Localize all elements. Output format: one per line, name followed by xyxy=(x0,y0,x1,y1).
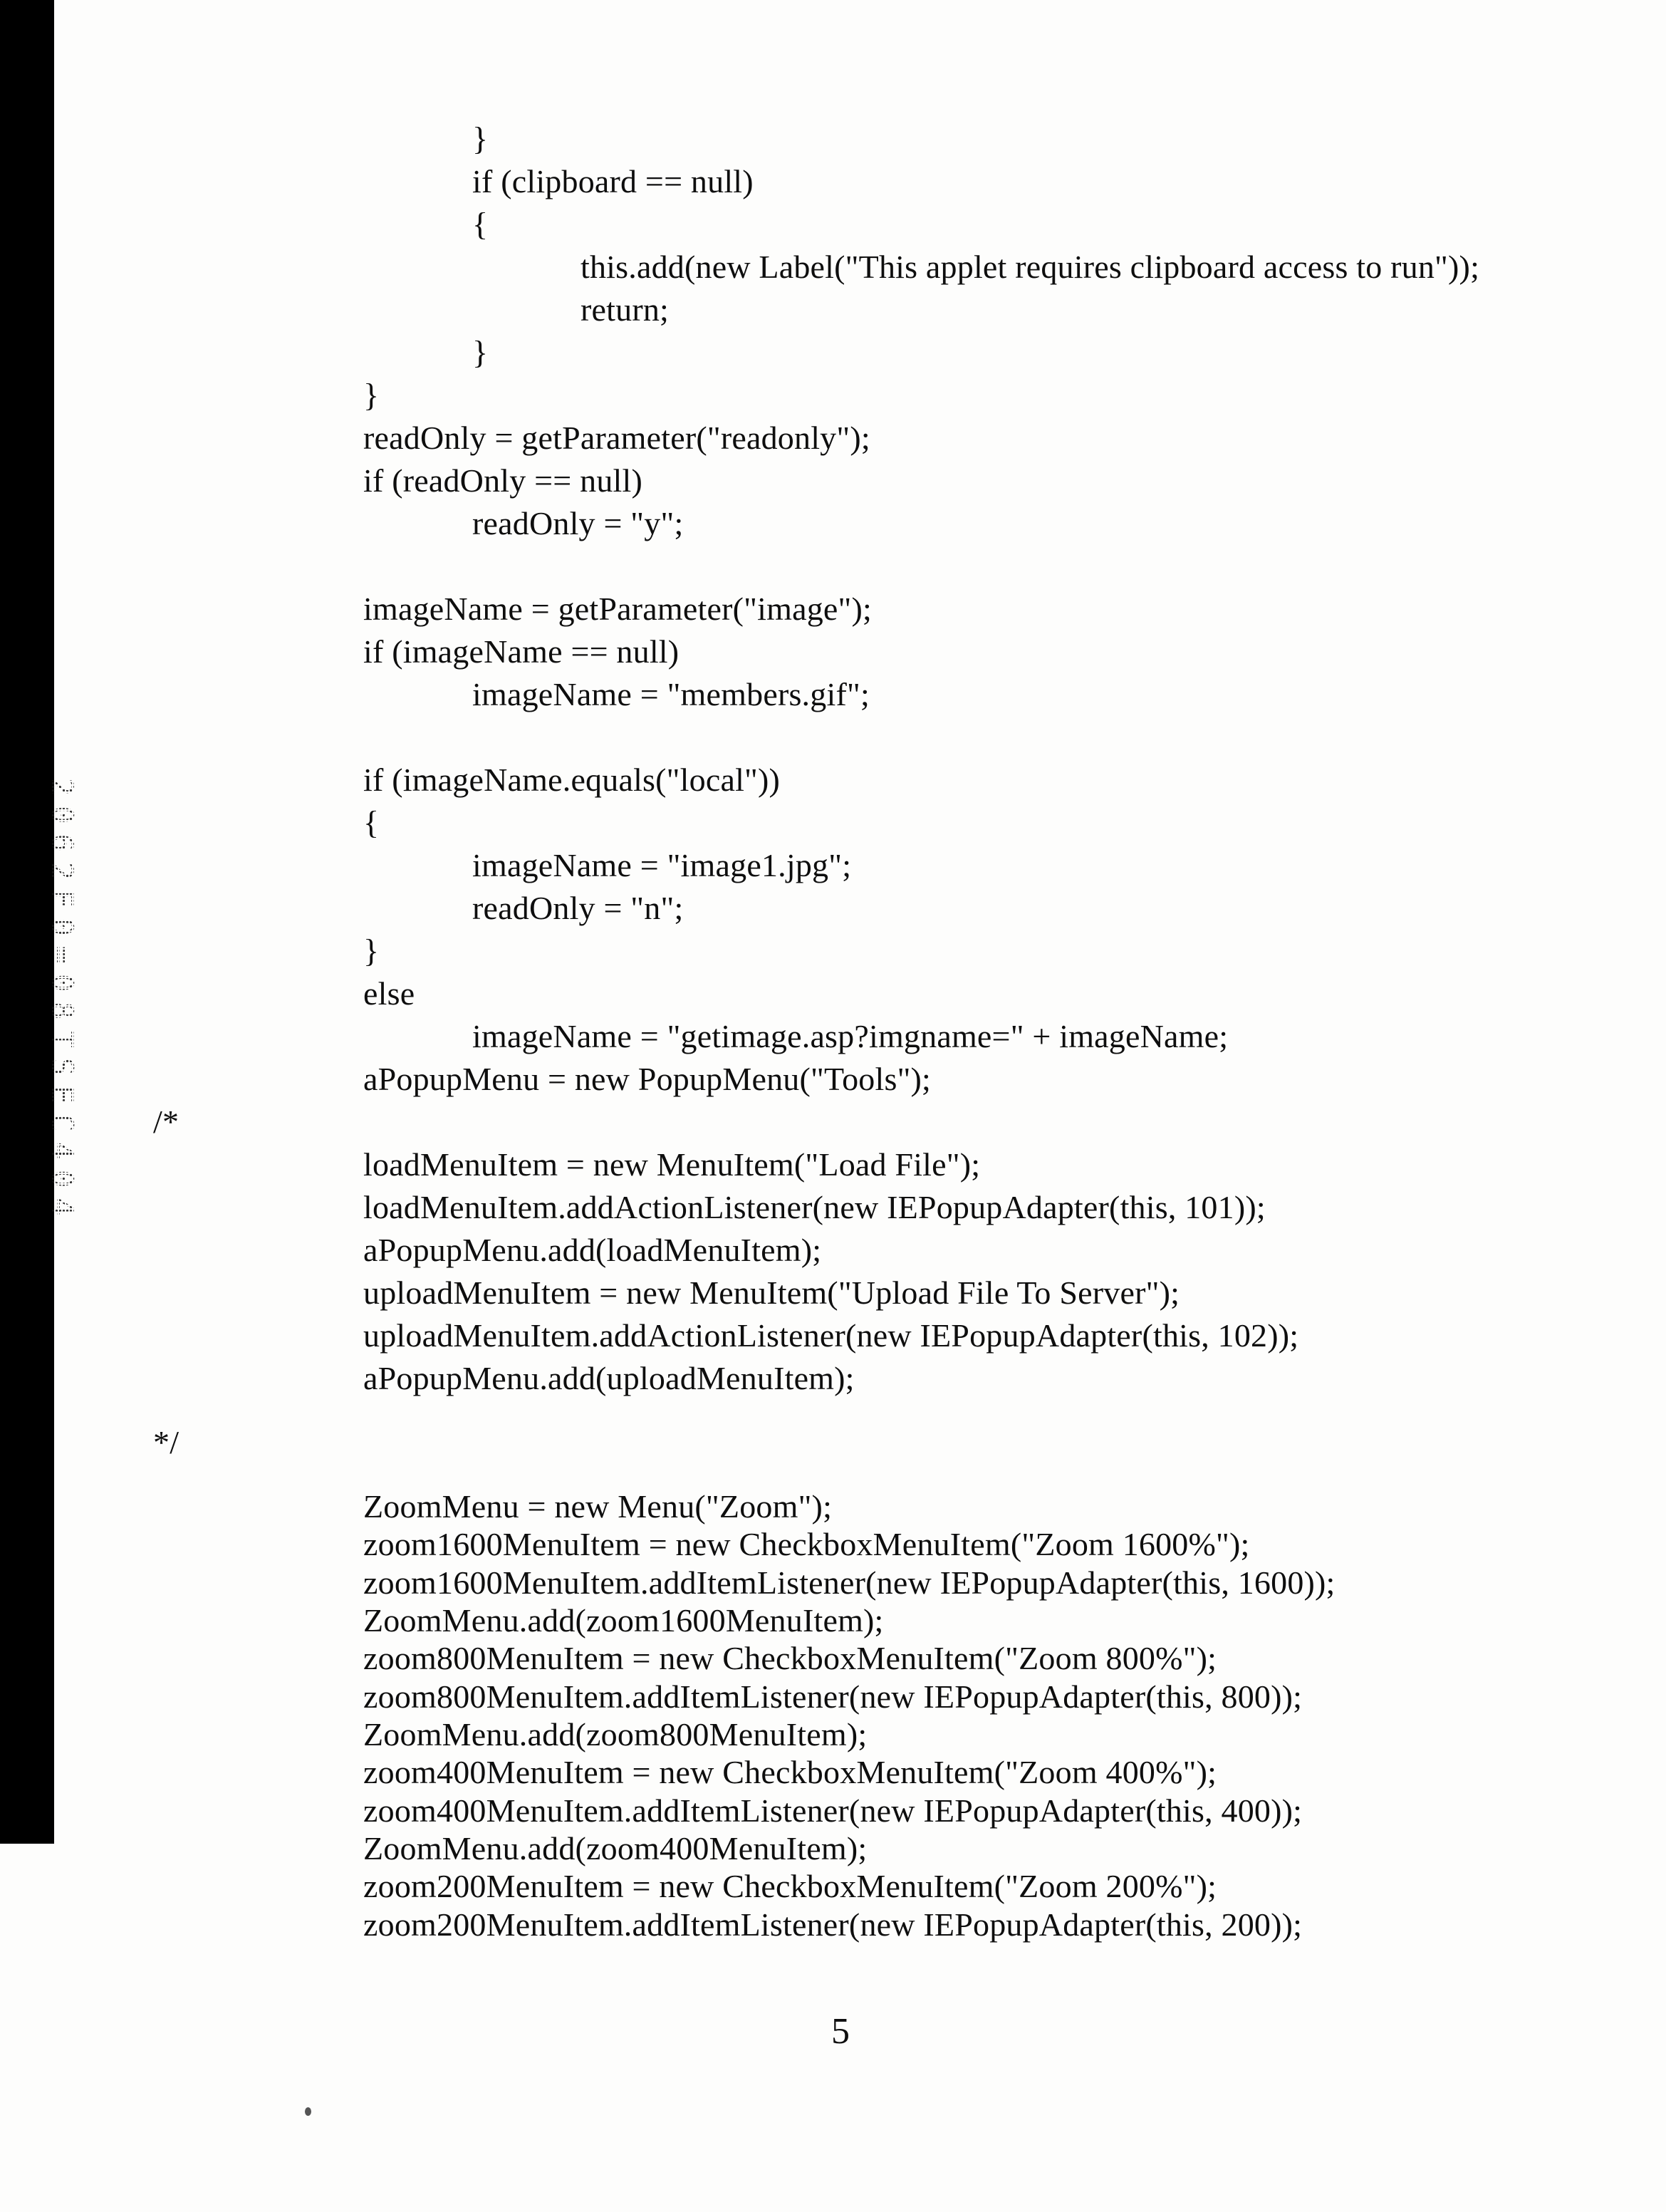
code-line: zoom200MenuItem = new CheckboxMenuItem("Zoom 200%"); xyxy=(363,1868,1217,1904)
code-line: ZoomMenu.add(zoom1600MenuItem); xyxy=(363,1602,884,1639)
code-line: } xyxy=(363,377,380,413)
code-line: if (clipboard == null) xyxy=(472,163,754,199)
scanner-stamp-text: 2062F0=08TSEC404 xyxy=(45,778,80,1226)
code-line: readOnly = "y"; xyxy=(472,505,684,541)
code-line: zoom1600MenuItem.addItemListener(new IEPopupAdapter(this, 1600)); xyxy=(363,1564,1336,1601)
code-line: if (readOnly == null) xyxy=(363,462,643,499)
code-line: zoom200MenuItem.addItemListener(new IEPopupAdapter(this, 200)); xyxy=(363,1906,1303,1943)
code-line: ZoomMenu = new Menu("Zoom"); xyxy=(363,1488,833,1525)
code-line: aPopupMenu.add(loadMenuItem); xyxy=(363,1232,822,1268)
code-line: readOnly = "n"; xyxy=(472,890,684,926)
code-line: { xyxy=(472,206,489,242)
code-line: readOnly = getParameter("readonly"); xyxy=(363,420,870,456)
code-line: imageName = getParameter("image"); xyxy=(363,591,872,627)
code-line: loadMenuItem = new MenuItem("Load File"); xyxy=(363,1146,981,1183)
scan-speck xyxy=(305,2107,311,2116)
code-comment-close: */ xyxy=(153,1424,179,1460)
code-line: this.add(new Label("This applet requires clipboard access to run")); xyxy=(581,249,1480,285)
code-line: else xyxy=(363,975,415,1012)
code-line: ZoomMenu.add(zoom800MenuItem); xyxy=(363,1716,868,1753)
code-line: aPopupMenu.add(uploadMenuItem); xyxy=(363,1360,855,1396)
code-line: } xyxy=(472,334,489,370)
code-comment-open: /* xyxy=(153,1104,179,1140)
code-line: uploadMenuItem = new MenuItem("Upload File To Server"); xyxy=(363,1274,1180,1311)
code-line: zoom800MenuItem = new CheckboxMenuItem("Zoom 800%"); xyxy=(363,1640,1217,1676)
code-line: imageName = "image1.jpg"; xyxy=(472,847,852,883)
code-line: return; xyxy=(581,291,670,328)
code-line: if (imageName.equals("local")) xyxy=(363,762,781,798)
code-line: zoom400MenuItem.addItemListener(new IEPopupAdapter(this, 400)); xyxy=(363,1792,1303,1829)
code-line: imageName = "getimage.asp?imgname=" + imageName; xyxy=(472,1018,1229,1054)
page-number: 5 xyxy=(831,2011,850,2052)
code-line: ZoomMenu.add(zoom400MenuItem); xyxy=(363,1830,868,1866)
code-line: { xyxy=(363,804,380,841)
code-line: if (imageName == null) xyxy=(363,633,680,670)
scanner-stamp xyxy=(45,778,80,1226)
code-line: zoom1600MenuItem = new CheckboxMenuItem("Zoom 1600%"); xyxy=(363,1526,1250,1562)
code-line: zoom800MenuItem.addItemListener(new IEPopupAdapter(this, 800)); xyxy=(363,1678,1303,1715)
code-line: uploadMenuItem.addActionListener(new IEPopupAdapter(this, 102)); xyxy=(363,1317,1299,1354)
code-line: } xyxy=(363,933,380,969)
code-line: aPopupMenu = new PopupMenu("Tools"); xyxy=(363,1061,932,1097)
code-line: loadMenuItem.addActionListener(new IEPopupAdapter(this, 101)); xyxy=(363,1189,1266,1225)
code-line: } xyxy=(472,120,489,157)
code-line: imageName = "members.gif"; xyxy=(472,676,870,712)
code-line: zoom400MenuItem = new CheckboxMenuItem("Zoom 400%"); xyxy=(363,1754,1217,1790)
